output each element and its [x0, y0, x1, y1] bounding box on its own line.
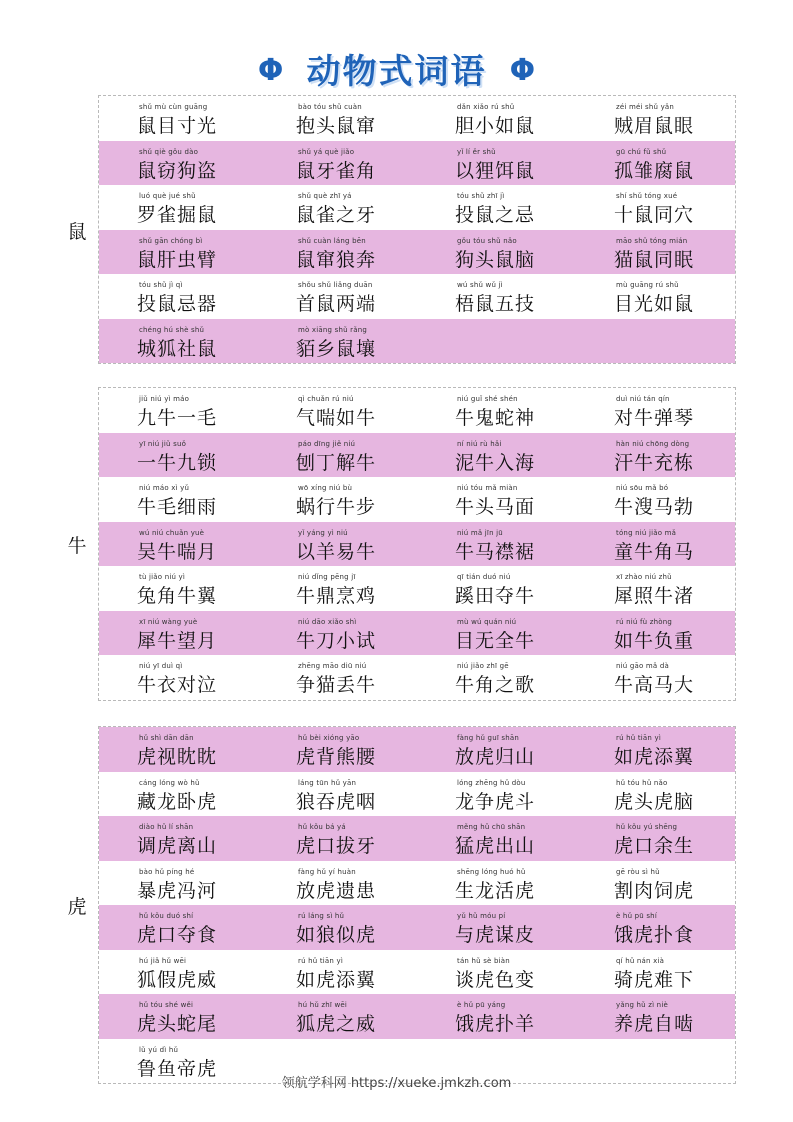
idiom-text: 谈虎色变 — [455, 968, 536, 991]
pinyin-text: dǎn xiǎo rú shǔ — [457, 103, 515, 111]
pinyin-text: hǔ kǒu yú shēng — [616, 823, 678, 831]
idiom-table — [98, 726, 736, 1084]
table-row — [99, 185, 735, 230]
pinyin-text: mò xiāng shǔ rǎng — [298, 325, 368, 334]
pinyin-text: qì chuǎn rú niú — [298, 395, 354, 403]
idiom-cell — [258, 611, 417, 656]
idiom-cell — [99, 388, 258, 433]
pinyin-text: tóng niú jiǎo mǎ — [616, 528, 677, 537]
pinyin-text: niú máo xì yǔ — [139, 484, 190, 492]
pinyin-text: shǔ mù cùn guāng — [139, 103, 208, 111]
idiom-cell — [258, 950, 417, 995]
pinyin-text: rú hǔ tiān yì — [616, 734, 661, 742]
pinyin-text: gǒu tóu shǔ nǎo — [457, 236, 517, 245]
idiom-cell — [417, 96, 576, 141]
pinyin-text: zéi méi shǔ yǎn — [616, 103, 675, 111]
idiom-text: 孤雏腐鼠 — [614, 159, 695, 182]
idiom-text: 鼠肝虫臂 — [137, 248, 218, 271]
pinyin-text: diào hǔ lí shān — [139, 823, 194, 831]
pinyin-text: rú niú fù zhòng — [616, 617, 672, 626]
idiom-cell — [258, 566, 417, 611]
pinyin-text: láng tūn hǔ yān — [298, 778, 357, 787]
pinyin-text: tù jiǎo niú yì — [139, 573, 186, 581]
table-row — [99, 566, 735, 611]
idiom-text: 争猫丢牛 — [296, 674, 377, 696]
pinyin-text: shēng lóng huó hǔ — [457, 867, 526, 876]
idiom-cell — [417, 655, 576, 700]
table-row — [99, 950, 735, 995]
idiom-text: 蜗行牛步 — [296, 496, 377, 518]
idiom-cell — [417, 388, 576, 433]
pinyin-text: niú dǐng pēng jī — [298, 573, 356, 581]
idiom-text: 气喘如牛 — [296, 407, 377, 429]
idiom-cell — [258, 477, 417, 522]
pinyin-text: hǔ tóu hǔ nǎo — [616, 778, 668, 787]
table-row — [99, 727, 735, 772]
table-row — [99, 274, 735, 319]
idiom-text: 如虎添翼 — [296, 968, 377, 991]
idiom-text: 鲁鱼帝虎 — [137, 1057, 218, 1080]
idiom-text: 牛头马面 — [455, 496, 536, 518]
idiom-text: 首鼠两端 — [296, 293, 377, 315]
pinyin-text: yī niú jiǔ suǒ — [139, 439, 187, 448]
pinyin-text: fàng hǔ yí huàn — [298, 867, 356, 876]
pinyin-text: rú hǔ tiān yì — [298, 956, 343, 965]
pinyin-text: wú niú chuǎn yuè — [139, 528, 205, 537]
pinyin-text: luó què jué shǔ — [139, 192, 196, 200]
pinyin-text: shǔ cuàn láng bēn — [298, 236, 366, 245]
idiom-text: 童牛角马 — [614, 540, 695, 563]
idiom-text: 狐假虎威 — [137, 968, 218, 991]
idiom-text: 牛鼎烹鸡 — [296, 585, 377, 607]
pinyin-text: tóu shǔ jì qì — [139, 281, 183, 289]
idiom-text: 虎头蛇尾 — [137, 1013, 218, 1035]
idiom-cell — [99, 611, 258, 656]
idiom-text: 貊乡鼠壤 — [296, 337, 377, 360]
idiom-text: 猫鼠同眠 — [614, 248, 695, 271]
idiom-cell — [576, 274, 735, 319]
table-row — [99, 816, 735, 861]
pinyin-text: qī tián duó niú — [457, 573, 511, 581]
idiom-text: 虎口夺食 — [137, 924, 218, 946]
idiom-cell — [417, 611, 576, 656]
idiom-text: 城狐社鼠 — [137, 337, 218, 360]
idiom-text: 牛角之歌 — [455, 674, 536, 696]
idiom-table — [98, 387, 736, 701]
pinyin-text: cáng lóng wò hǔ — [139, 778, 200, 787]
idiom-text: 虎口拔牙 — [296, 835, 377, 857]
idiom-text: 猛虎出山 — [455, 835, 536, 857]
idiom-text: 以羊易牛 — [296, 540, 377, 563]
idiom-cell — [576, 611, 735, 656]
pinyin-text: xī zhào niú zhǔ — [616, 573, 672, 581]
pinyin-text: měng hǔ chū shān — [457, 823, 526, 831]
pinyin-text: wō xíng niú bù — [298, 484, 353, 492]
idiom-cell — [258, 816, 417, 861]
idiom-text: 刨丁解牛 — [296, 451, 377, 474]
footer-watermark: 领航学科网 https://xueke.jmkzh.com — [281, 1076, 512, 1091]
idiom-text: 狼吞虎咽 — [296, 790, 377, 813]
idiom-text: 放虎遗患 — [296, 879, 377, 902]
pinyin-text: niú yī duì qì — [139, 662, 183, 670]
idiom-cell — [258, 655, 417, 700]
idiom-text: 对牛弹琴 — [614, 407, 695, 429]
pinyin-text: è hǔ pū yáng — [457, 1001, 506, 1009]
idiom-cell — [258, 96, 417, 141]
idiom-text: 龙争虎斗 — [455, 790, 536, 813]
idiom-cell — [576, 96, 735, 141]
idiom-cell — [99, 319, 258, 364]
idiom-cell — [576, 185, 735, 230]
idiom-text: 鼠窜狼奔 — [296, 248, 377, 271]
pinyin-text: lóng zhēng hǔ dòu — [457, 778, 526, 787]
idiom-cell — [576, 522, 735, 567]
pinyin-text: niú mǎ jīn jū — [457, 528, 503, 537]
pinyin-text: yǔ hǔ móu pí — [457, 912, 506, 920]
idiom-text: 九牛一毛 — [137, 407, 218, 429]
idiom-text: 蹊田夺牛 — [455, 585, 536, 607]
table-row — [99, 388, 735, 433]
idiom-text: 十鼠同穴 — [614, 204, 695, 226]
pinyin-text: hǔ kǒu bá yá — [298, 823, 346, 831]
pinyin-text: hǔ kǒu duó shí — [139, 912, 194, 920]
idiom-text: 放虎归山 — [455, 746, 536, 768]
pinyin-text: è hǔ pū shí — [616, 912, 657, 920]
idiom-text: 目光如鼠 — [614, 293, 695, 315]
idiom-cell — [99, 772, 258, 817]
category-label: 鼠 — [67, 220, 87, 243]
idiom-cell — [258, 185, 417, 230]
pinyin-text: hú jiǎ hǔ wēi — [139, 956, 187, 965]
idiom-cell — [99, 816, 258, 861]
pinyin-text: māo shǔ tóng mián — [616, 236, 688, 245]
pinyin-text: shǔ què zhī yá — [298, 192, 352, 200]
idiom-text: 饿虎扑食 — [614, 924, 695, 946]
idiom-text: 虎头虎脑 — [614, 790, 695, 813]
idiom-cell — [99, 655, 258, 700]
pinyin-text: duì niú tán qín — [616, 395, 670, 403]
idiom-cell — [417, 566, 576, 611]
title-ornament-right: Φ — [509, 53, 536, 88]
idiom-text: 贼眉鼠眼 — [614, 115, 695, 137]
pinyin-text: yǎng hǔ zì niè — [616, 1001, 668, 1009]
idiom-cell — [99, 727, 258, 772]
idiom-cell — [99, 522, 258, 567]
idiom-cell — [258, 861, 417, 906]
table-row — [99, 141, 735, 186]
idiom-text: 如牛负重 — [614, 629, 695, 652]
idiom-cell — [417, 727, 576, 772]
idiom-text: 饿虎扑羊 — [455, 1013, 536, 1035]
idiom-cell — [576, 141, 735, 186]
idiom-cell — [417, 772, 576, 817]
pinyin-text: chéng hú shè shǔ — [139, 325, 205, 334]
idiom-text: 虎背熊腰 — [296, 746, 377, 768]
idiom-cell — [99, 185, 258, 230]
table-row — [99, 994, 735, 1039]
table-row — [99, 319, 735, 364]
idiom-cell — [576, 566, 735, 611]
idiom-cell — [417, 816, 576, 861]
pinyin-text: hǔ bèi xióng yāo — [298, 734, 360, 742]
pinyin-text: yǐ lí ěr shǔ — [457, 147, 496, 156]
idiom-cell — [417, 319, 576, 364]
idiom-text: 鼠牙雀角 — [296, 159, 377, 182]
idiom-cell — [99, 905, 258, 950]
pinyin-text: hǔ shì dān dān — [139, 734, 194, 742]
pinyin-text: wú shǔ wǔ jì — [457, 281, 503, 289]
table-row — [99, 433, 735, 478]
idiom-cell — [258, 274, 417, 319]
idiom-text: 牛毛细雨 — [137, 496, 218, 518]
table-row — [99, 905, 735, 950]
idiom-text: 鼠雀之牙 — [296, 204, 377, 226]
idiom-cell — [576, 388, 735, 433]
table-row — [99, 655, 735, 700]
pinyin-text: ní niú rù hǎi — [457, 439, 502, 448]
idiom-cell — [258, 319, 417, 364]
idiom-text: 割肉饲虎 — [614, 879, 695, 902]
pinyin-text: niú sōu mǎ bó — [616, 484, 669, 492]
idiom-text: 虎口余生 — [614, 835, 695, 857]
idiom-text: 兔角牛翼 — [137, 585, 218, 607]
page-title: 动物式词语 — [306, 52, 487, 92]
pinyin-text: fàng hǔ guī shān — [457, 734, 520, 742]
pinyin-text: gē ròu sì hǔ — [616, 867, 660, 876]
pinyin-text: shǔ yá què jiǎo — [298, 147, 355, 156]
table-row — [99, 861, 735, 906]
idiom-text: 汗牛充栋 — [614, 451, 695, 474]
pinyin-text: lǔ yú dì hǔ — [139, 1045, 179, 1054]
pinyin-text: niú jiǎo zhī gē — [457, 662, 509, 670]
idiom-cell — [99, 994, 258, 1039]
table-row — [99, 772, 735, 817]
category-label: 虎 — [67, 896, 87, 918]
pinyin-text: qí hǔ nán xià — [616, 956, 665, 965]
pinyin-text: niú guǐ shé shén — [457, 395, 518, 403]
idiom-cell — [576, 655, 735, 700]
idiom-cell — [417, 274, 576, 319]
pinyin-text: páo dīng jiě niú — [298, 439, 356, 448]
idiom-text: 骑虎难下 — [614, 968, 695, 991]
idiom-text: 泥牛入海 — [455, 451, 536, 474]
table-row — [99, 96, 735, 141]
page-header — [0, 44, 793, 93]
idiom-text: 一牛九锁 — [137, 451, 218, 474]
idiom-cell — [417, 522, 576, 567]
idiom-text: 投鼠之忌 — [455, 204, 536, 226]
idiom-text: 牛刀小试 — [296, 629, 377, 652]
pinyin-text: shí shǔ tóng xué — [616, 192, 678, 200]
pinyin-text: hú hǔ zhī wēi — [298, 1001, 348, 1009]
pinyin-text: mù wú quán niú — [457, 617, 517, 626]
idiom-text: 抱头鼠窜 — [296, 115, 377, 137]
idiom-cell — [99, 230, 258, 275]
idiom-cell — [99, 566, 258, 611]
pinyin-text: jiǔ niú yì máo — [139, 395, 190, 403]
idiom-cell — [576, 816, 735, 861]
idiom-cell — [258, 772, 417, 817]
idiom-text: 犀牛望月 — [137, 629, 218, 652]
pinyin-text: xī niú wàng yuè — [139, 617, 198, 626]
idiom-cell — [576, 772, 735, 817]
idiom-text: 投鼠忌器 — [137, 293, 218, 315]
title-ornament-left: Φ — [257, 53, 284, 88]
idiom-cell — [99, 141, 258, 186]
table-row — [99, 611, 735, 656]
idiom-cell — [576, 433, 735, 478]
pinyin-text: mù guāng rú shǔ — [616, 281, 679, 289]
idiom-text: 狗头鼠脑 — [455, 248, 536, 271]
idiom-cell — [417, 905, 576, 950]
idiom-text: 如狼似虎 — [296, 924, 377, 946]
idiom-text: 藏龙卧虎 — [137, 790, 218, 813]
idiom-cell — [258, 905, 417, 950]
pinyin-text: bào tóu shǔ cuàn — [298, 103, 362, 111]
idiom-cell — [417, 185, 576, 230]
idiom-text: 虎视眈眈 — [137, 746, 218, 768]
idiom-cell — [576, 727, 735, 772]
pinyin-text: hǔ tóu shé wěi — [139, 1001, 194, 1009]
idiom-cell — [99, 274, 258, 319]
idiom-cell — [576, 861, 735, 906]
pinyin-text: shǔ gān chóng bì — [139, 236, 203, 245]
idiom-text: 牛高马大 — [614, 674, 695, 696]
pinyin-text: tóu shǔ zhī jì — [457, 192, 505, 200]
idiom-text: 生龙活虎 — [455, 879, 536, 902]
idiom-text: 胆小如鼠 — [455, 115, 536, 137]
idiom-cell — [576, 230, 735, 275]
idiom-cell — [99, 950, 258, 995]
idiom-table — [98, 95, 736, 364]
idiom-text: 与虎谋皮 — [455, 924, 536, 946]
idiom-cell — [258, 727, 417, 772]
pinyin-text: rú láng sì hǔ — [298, 912, 345, 920]
idiom-text: 养虎自啮 — [614, 1013, 695, 1035]
pinyin-text: yǐ yáng yì niú — [298, 528, 348, 537]
idiom-cell — [99, 477, 258, 522]
idiom-text: 牛溲马勃 — [614, 496, 695, 518]
idiom-cell — [258, 388, 417, 433]
idiom-cell — [576, 905, 735, 950]
idiom-cell — [258, 994, 417, 1039]
idiom-text: 目无全牛 — [455, 629, 536, 652]
idiom-cell — [258, 522, 417, 567]
idiom-text: 暴虎冯河 — [137, 879, 218, 902]
table-row — [99, 522, 735, 567]
idiom-cell — [417, 141, 576, 186]
idiom-cell — [576, 477, 735, 522]
idiom-cell — [258, 141, 417, 186]
idiom-cell — [99, 96, 258, 141]
idiom-text: 如虎添翼 — [614, 746, 695, 768]
idiom-cell — [417, 230, 576, 275]
pinyin-text: hàn niú chōng dòng — [616, 439, 690, 448]
idiom-cell — [99, 433, 258, 478]
idiom-text: 牛马襟裾 — [455, 540, 536, 563]
pinyin-text: gū chú fǔ shǔ — [616, 147, 667, 156]
table-row — [99, 477, 735, 522]
pinyin-text: niú tóu mǎ miàn — [457, 484, 518, 492]
idiom-text: 鼠目寸光 — [137, 115, 218, 137]
pinyin-text: tán hǔ sè biàn — [457, 956, 510, 965]
pinyin-text: shǒu shǔ liǎng duān — [298, 281, 373, 289]
idiom-text: 牛衣对泣 — [137, 674, 218, 696]
idiom-text: 犀照牛渚 — [614, 585, 695, 607]
pinyin-text: bào hǔ píng hé — [139, 867, 195, 876]
idiom-text: 狐虎之威 — [296, 1013, 377, 1035]
table-row — [99, 230, 735, 275]
idiom-cell — [417, 950, 576, 995]
pinyin-text: shǔ qiè gǒu dào — [139, 147, 199, 156]
idiom-cell — [576, 319, 735, 364]
idiom-text: 罗雀掘鼠 — [137, 204, 218, 226]
idiom-cell — [576, 950, 735, 995]
idiom-text: 梧鼠五技 — [455, 293, 536, 315]
idiom-text: 以狸饵鼠 — [455, 159, 536, 182]
idiom-cell — [99, 861, 258, 906]
idiom-text: 调虎离山 — [137, 835, 218, 857]
idiom-text: 吴牛喘月 — [137, 540, 218, 563]
category-label: 牛 — [67, 534, 87, 557]
idiom-cell — [417, 994, 576, 1039]
idiom-cell — [258, 230, 417, 275]
idiom-cell — [417, 433, 576, 478]
idiom-cell — [417, 861, 576, 906]
idiom-text: 牛鬼蛇神 — [455, 407, 536, 429]
pinyin-text: niú gāo mǎ dà — [616, 662, 669, 670]
idiom-cell — [258, 433, 417, 478]
idiom-cell — [417, 477, 576, 522]
idiom-cell — [576, 994, 735, 1039]
idiom-text: 鼠窃狗盗 — [137, 159, 218, 182]
pinyin-text: zhēng māo diū niú — [298, 662, 367, 670]
pinyin-text: niú dāo xiǎo shì — [298, 617, 357, 626]
